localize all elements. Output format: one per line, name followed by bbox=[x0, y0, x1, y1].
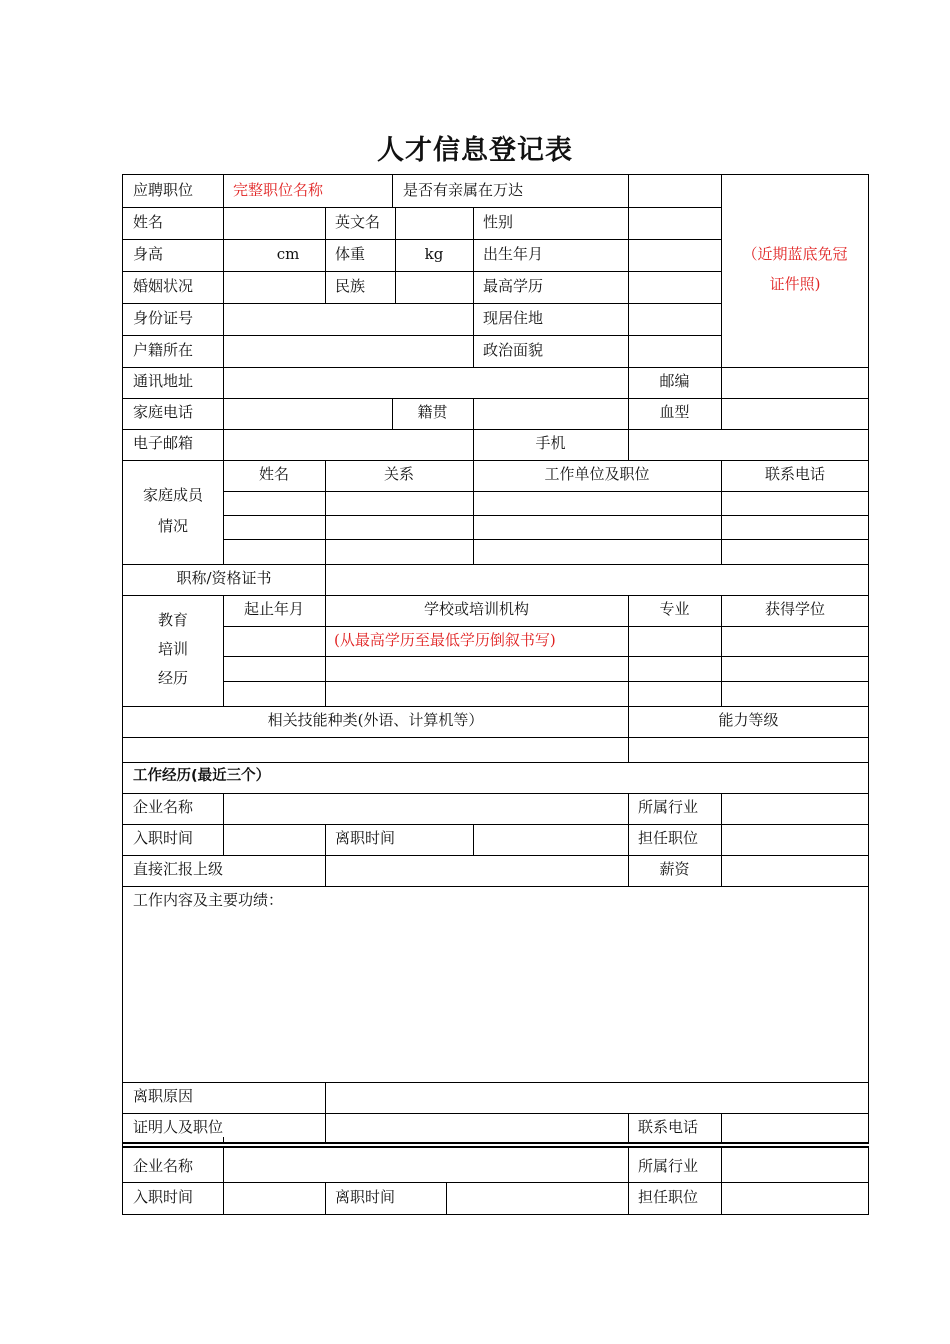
leave-reason-label: 离职原因 bbox=[133, 1087, 194, 1105]
company-label: 企业名称 bbox=[133, 1157, 194, 1175]
education-section-label: 经历 bbox=[157, 669, 188, 687]
mobile-label: 手机 bbox=[535, 434, 566, 452]
grid-line bbox=[123, 429, 869, 430]
grid-line bbox=[325, 564, 326, 595]
start-label: 入职时间 bbox=[133, 1188, 194, 1206]
end-label: 离职时间 bbox=[335, 1188, 396, 1206]
grid-line bbox=[223, 1148, 224, 1214]
grid-line bbox=[721, 1113, 722, 1144]
residence-label: 现居住地 bbox=[483, 309, 544, 327]
grid-line bbox=[123, 855, 869, 856]
education-header: 起止年月 bbox=[243, 600, 304, 618]
grid-line bbox=[123, 367, 869, 368]
grid-line bbox=[223, 515, 869, 516]
grid-line bbox=[223, 207, 721, 208]
reference-phone-label: 联系电话 bbox=[638, 1118, 699, 1136]
photo-hint: 证件照) bbox=[769, 275, 821, 293]
grid-line bbox=[123, 239, 721, 240]
registration-form bbox=[122, 174, 869, 1215]
postcode-label: 邮编 bbox=[659, 372, 690, 390]
education-hint: (从最高学历至最低学历倒叙书写) bbox=[334, 631, 556, 649]
grid-line bbox=[123, 564, 869, 565]
grid-line bbox=[446, 1182, 447, 1214]
grid-line bbox=[123, 1082, 869, 1083]
grid-line bbox=[473, 824, 474, 855]
industry-label: 所属行业 bbox=[638, 798, 699, 816]
certificate-label: 职称/资格证书 bbox=[176, 569, 272, 587]
education-section-label: 培训 bbox=[157, 640, 188, 658]
marital-label: 婚姻状况 bbox=[133, 277, 194, 295]
education-header: 获得学位 bbox=[764, 600, 825, 618]
double-separator bbox=[123, 1142, 869, 1148]
position-label: 应聘职位 bbox=[133, 181, 194, 199]
grid-line bbox=[123, 1113, 869, 1114]
grid-line bbox=[123, 886, 869, 887]
native-place-label: 籍贯 bbox=[417, 403, 448, 421]
grid-line bbox=[223, 175, 224, 367]
family-header: 关系 bbox=[383, 465, 414, 483]
name-label: 姓名 bbox=[133, 213, 164, 231]
work-position-label: 担任职位 bbox=[638, 829, 699, 847]
grid-line bbox=[123, 460, 869, 461]
grid-line bbox=[123, 793, 869, 794]
grid-line bbox=[325, 824, 326, 886]
email-label: 电子邮箱 bbox=[133, 434, 194, 452]
ethnicity-label: 民族 bbox=[335, 277, 366, 295]
reference-label: 证明人及职位 bbox=[133, 1118, 224, 1136]
height-label: 身高 bbox=[133, 245, 164, 263]
id-label: 身份证号 bbox=[133, 309, 194, 327]
grid-line bbox=[721, 1148, 722, 1214]
grid-line bbox=[123, 737, 869, 738]
grid-line bbox=[123, 271, 721, 272]
grid-line bbox=[123, 706, 869, 707]
weight-label: 体重 bbox=[335, 245, 366, 263]
end-label: 离职时间 bbox=[335, 829, 396, 847]
grid-line bbox=[223, 793, 224, 855]
education-label: 最高学历 bbox=[483, 277, 544, 295]
height-unit: cm bbox=[276, 245, 300, 263]
education-section-label: 教育 bbox=[157, 611, 188, 629]
grid-line bbox=[123, 207, 223, 208]
page-title: 人才信息登记表 bbox=[377, 135, 573, 166]
family-section-label: 情况 bbox=[157, 517, 188, 535]
photo-hint: （近期蓝底免冠 bbox=[742, 245, 848, 263]
political-label: 政治面貌 bbox=[483, 341, 544, 359]
family-header: 联系电话 bbox=[764, 465, 825, 483]
grid-line bbox=[628, 1148, 629, 1214]
supervisor-label: 直接汇报上级 bbox=[133, 860, 224, 878]
family-section-label: 家庭成员 bbox=[142, 486, 203, 504]
home-phone-label: 家庭电话 bbox=[133, 403, 194, 421]
grid-line bbox=[223, 1137, 224, 1144]
education-header: 专业 bbox=[659, 600, 690, 618]
company-label: 企业名称 bbox=[133, 798, 194, 816]
skills-level-label: 能力等级 bbox=[718, 711, 779, 729]
family-header: 工作单位及职位 bbox=[544, 465, 650, 483]
grid-line bbox=[628, 175, 629, 367]
start-label: 入职时间 bbox=[133, 829, 194, 847]
work-section-title: 工作经历(最近三个） bbox=[133, 768, 271, 784]
grid-line bbox=[123, 335, 721, 336]
grid-line bbox=[223, 681, 869, 682]
family-header: 姓名 bbox=[258, 465, 289, 483]
address-label: 通讯地址 bbox=[133, 372, 194, 390]
grid-line bbox=[123, 398, 869, 399]
grid-line bbox=[223, 539, 869, 540]
grid-line bbox=[721, 367, 722, 429]
gender-label: 性别 bbox=[483, 213, 514, 231]
grid-line bbox=[123, 762, 869, 763]
grid-line bbox=[628, 429, 629, 460]
grid-line bbox=[223, 656, 869, 657]
weight-unit: kg bbox=[424, 245, 444, 263]
grid-line bbox=[223, 626, 869, 627]
blood-label: 血型 bbox=[659, 403, 690, 421]
grid-line bbox=[392, 175, 393, 207]
grid-line bbox=[721, 175, 722, 367]
relative-label: 是否有亲属在万达 bbox=[403, 181, 524, 199]
position-hint[interactable]: 完整职位名称 bbox=[233, 181, 324, 199]
education-header: 学校或培训机构 bbox=[423, 600, 529, 618]
grid-line bbox=[123, 1182, 869, 1183]
industry-label: 所属行业 bbox=[638, 1157, 699, 1175]
grid-line bbox=[223, 491, 869, 492]
grid-line bbox=[325, 1082, 326, 1144]
grid-line bbox=[721, 793, 722, 886]
work-content-label: 工作内容及主要功绩： bbox=[133, 891, 284, 909]
grid-line bbox=[123, 824, 869, 825]
grid-line bbox=[123, 303, 721, 304]
grid-line bbox=[223, 367, 224, 460]
skills-type-label: 相关技能种类(外语、计算机等） bbox=[267, 711, 484, 729]
grid-line bbox=[473, 207, 474, 367]
work-position-label: 担任职位 bbox=[638, 1188, 699, 1206]
grid-line bbox=[123, 595, 869, 596]
grid-line bbox=[325, 1182, 326, 1214]
salary-label: 薪资 bbox=[659, 860, 690, 878]
grid-line bbox=[628, 1113, 629, 1144]
hukou-label: 户籍所在 bbox=[133, 341, 194, 359]
english-name-label: 英文名 bbox=[335, 213, 381, 231]
birth-label: 出生年月 bbox=[483, 245, 544, 263]
